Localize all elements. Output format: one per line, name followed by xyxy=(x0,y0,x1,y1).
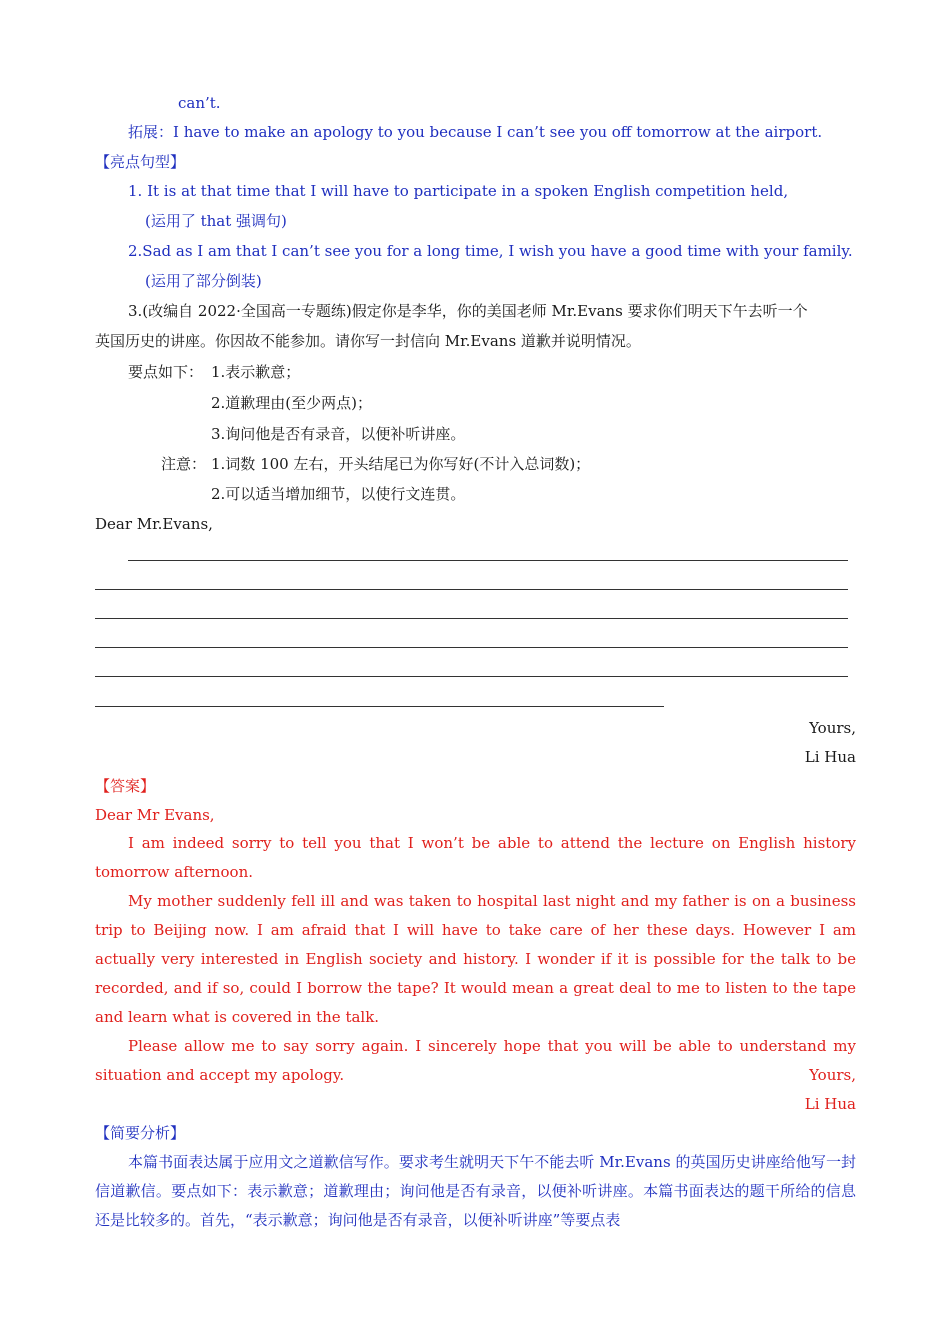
letter-closing: Yours, xyxy=(809,719,856,737)
highlight-sentence-1: 1. It is at that time that I will have to participate in a spoken English competition held, xyxy=(128,182,789,200)
analysis-heading: 【简要分析】 xyxy=(95,1124,186,1142)
expand-text: I have to make an apology to you because I can’t see you off tomorrow at the airport. xyxy=(173,123,823,141)
answer-closing: Yours, xyxy=(809,1066,856,1084)
answer-paragraph-3: Please allow me to say sorry again. I sincerely hope that you will be able to understand my situation and accept my apology. xyxy=(95,1037,856,1084)
note-1: 1.词数 100 左右，开头结尾已为你写好(不计入总词数)； xyxy=(211,455,591,473)
analysis-body xyxy=(95,1148,856,1235)
points-label: 要点如下： xyxy=(128,363,204,381)
highlight-note-2: (运用了部分倒装) xyxy=(145,272,262,290)
highlight-note-1: (运用了 that 强调句) xyxy=(145,212,287,230)
writing-line xyxy=(95,589,848,590)
writing-line xyxy=(95,647,848,648)
answer-greeting: Dear Mr Evans, xyxy=(95,806,215,824)
answer-signature: Li Hua xyxy=(804,1095,856,1113)
writing-line xyxy=(128,560,848,561)
analysis-paragraph: 本篇书面表达属于应用文之道歉信写作。要求考生就明天下午不能去听 Mr.Evans 的英国历史讲座给他写一封信道歉信。要点如下：表示歉意；道歉理由；询问他是否有录音，以便补听讲座。本篇书面表达的题干所给的信息还是比较多的。首先，“表示歉意；询问他是否有录音，以便补听讲座”等要点表 xyxy=(95,1153,856,1229)
letter-signature: Li Hua xyxy=(804,748,856,766)
answer-paragraph-1: I am indeed sorry to tell you that I won’t be able to attend the lecture on English history tomorrow afternoon. xyxy=(95,834,856,881)
expand-sentence xyxy=(128,122,889,142)
writing-line xyxy=(95,618,848,619)
notes-label: 注意： xyxy=(161,455,207,473)
letter-greeting: Dear Mr.Evans, xyxy=(95,515,213,533)
answer-paragraph-2: My mother suddenly fell ill and was taken to hospital last night and my father is on a business trip to Beijing now. I am afraid that I will have to take care of her these days. However I am actually very interested in English society and history. I wonder if it is possible for the talk to be recorded, and if so, could I borrow the tape? It would mean a great deal to me to listen to the tape and learn what is covered in the talk. xyxy=(95,892,856,1026)
writing-line xyxy=(95,676,848,677)
expand-label: 拓展： xyxy=(128,123,174,141)
question-line-2: 英国历史的讲座。你因故不能参加。请你写一封信向 Mr.Evans 道歉并说明情况。 xyxy=(95,332,641,350)
question-line-1: 3.(改编自 2022·全国高一专题练)假定你是李华，你的美国老师 Mr.Evans 要求你们明天下午去听一个 xyxy=(128,302,808,320)
answer-heading: 【答案】 xyxy=(95,777,156,795)
answer-body xyxy=(95,829,856,1090)
note-2: 2.可以适当增加细节，以使行文连贯。 xyxy=(211,485,466,503)
highlights-heading: 【亮点句型】 xyxy=(95,153,186,171)
point-3: 3.询问他是否有录音，以便补听讲座。 xyxy=(211,425,466,443)
highlight-sentence-2: 2.Sad as I am that I can’t see you for a long time, I wish you have a good time with your family. xyxy=(128,242,853,260)
point-2: 2.道歉理由(至少两点)； xyxy=(211,394,373,412)
point-1: 1.表示歉意； xyxy=(211,363,301,381)
writing-line xyxy=(95,706,664,707)
continued-text: can’t. xyxy=(178,94,221,112)
